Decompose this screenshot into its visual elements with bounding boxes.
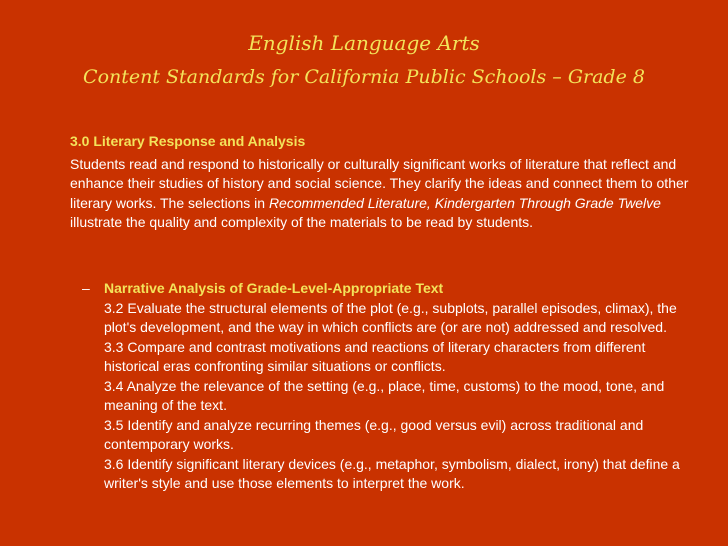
intro-text-italic: Recommended Literature, Kindergarten Through Grade Twelve bbox=[268, 194, 661, 211]
standard-3-4: 3.4 Analyze the relevance of the setting (e.g., place, time, customs) to the mood, tone, and meaning of the text. bbox=[104, 377, 665, 413]
slide-title bbox=[0, 26, 728, 94]
section-heading: 3.0 Literary Response and Analysis bbox=[70, 133, 306, 149]
intro-paragraph bbox=[70, 155, 690, 233]
bullet-heading: Narrative Analysis of Grade-Level-Appropriate Text bbox=[104, 280, 444, 296]
standard-3-6: 3.6 Identify significant literary devices (e.g., metaphor, symbolism, dialect, irony) that define a writer's style and use those elements to interpret the work. bbox=[104, 455, 680, 491]
standard-3-5: 3.5 Identify and analyze recurring themes (e.g., good versus evil) across traditional and contemporary works. bbox=[104, 416, 644, 452]
bullet-dash: – bbox=[82, 280, 90, 296]
title-line-2: Content Standards for California Public Schools – Grade 8 bbox=[83, 66, 645, 88]
bullet-list bbox=[82, 279, 702, 494]
standard-3-2: 3.2 Evaluate the structural elements of the plot (e.g., subplots, parallel episodes, climax), the plot's development, and the way in which conflicts are (or are not) addressed and resolved. bbox=[104, 299, 677, 335]
intro-section bbox=[70, 132, 690, 233]
standard-3-3: 3.3 Compare and contrast motivations and reactions of literary characters from different historical eras confronting similar situations or conflicts. bbox=[104, 338, 646, 374]
title-line-1: English Language Arts bbox=[248, 31, 480, 55]
intro-text-b: illustrate the quality and complexity of the materials to be read by students. bbox=[70, 214, 534, 230]
intro-text-a: Students read and respond to historically or culturally significant works of literature that reflect and enhance their studies of history and social science. They clarify the ideas and connect them to other literary works. The selections in bbox=[70, 155, 689, 211]
bullet-item bbox=[104, 279, 702, 494]
